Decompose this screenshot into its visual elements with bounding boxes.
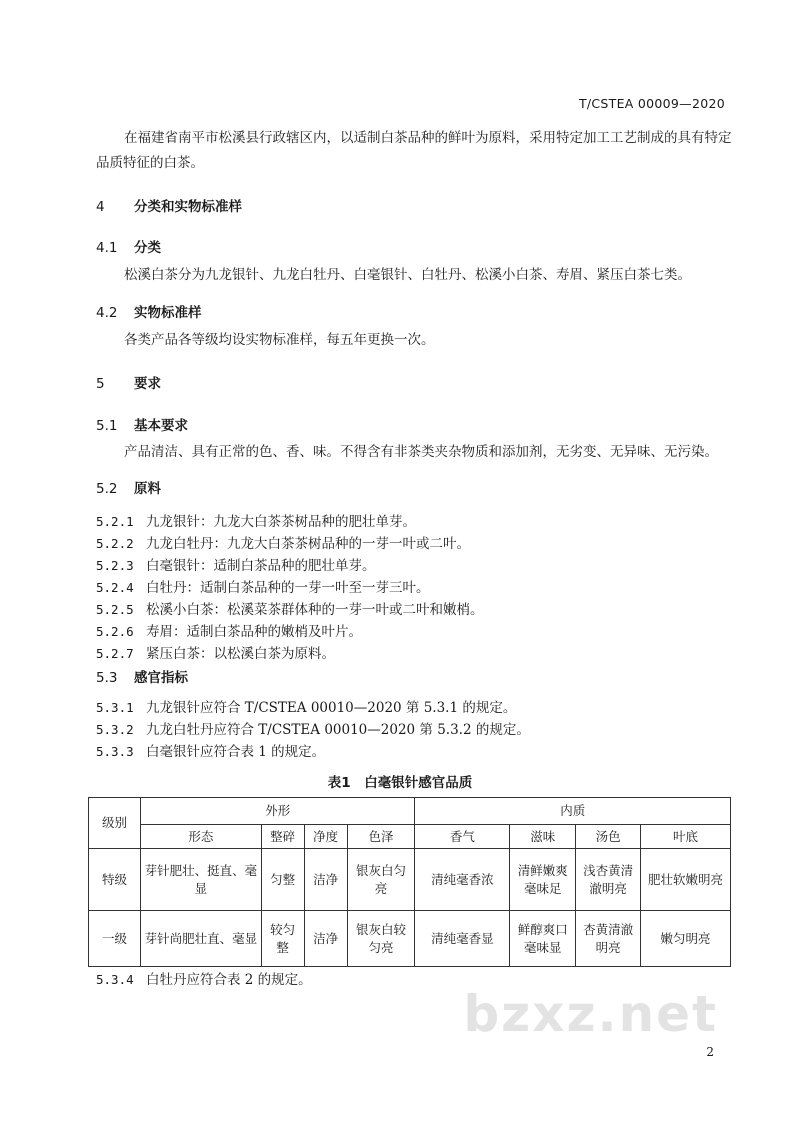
list-item-5-2-4 xyxy=(96,576,430,596)
section-5-3-heading xyxy=(96,666,188,686)
table-cell: 杏黄清澈明亮 xyxy=(576,911,641,967)
table-cell: 清鲜嫩爽毫味足 xyxy=(510,849,576,911)
item-number: 5.2.3 xyxy=(96,558,134,573)
grade-header: 级别 xyxy=(89,798,141,849)
section-5-1-text: 产品清洁、具有正常的色、香、味。不得含有非茶类夹杂物质和添加剂，无劣变、无异味、无污染。 xyxy=(124,444,718,460)
table-cell: 洁净 xyxy=(304,849,347,911)
intrinsic-group-header: 内质 xyxy=(415,798,731,825)
table-cell: 银灰白较匀亮 xyxy=(347,911,415,967)
table-cell: 浅杏黄清澈明亮 xyxy=(576,849,641,911)
list-item-5-3-2 xyxy=(96,718,530,738)
section-5-2-heading xyxy=(96,477,161,497)
table-cell: 肥壮软嫩明亮 xyxy=(641,849,731,911)
list-item-5-3-1 xyxy=(96,696,516,716)
item-text: 白牡丹：适制白茶品种的一芽一叶至一芽三叶。 xyxy=(146,580,430,596)
item-text: 紧压白茶：以松溪白茶为原料。 xyxy=(146,646,335,662)
table-cell: 芽针肥壮、挺直、毫显 xyxy=(140,849,261,911)
item-text: 白毫银针：适制白茶品种的肥壮单芽。 xyxy=(146,558,376,574)
table-cell: 匀整 xyxy=(261,849,304,911)
section-title: 分类和实物标准样 xyxy=(134,199,242,215)
table-cell: 嫩匀明亮 xyxy=(641,911,731,967)
list-item-5-2-7 xyxy=(96,642,335,662)
column-header: 形态 xyxy=(140,825,261,849)
section-title: 基本要求 xyxy=(134,418,188,434)
table-caption: 表1 白毫银针感官品质 xyxy=(327,775,473,791)
item-text: 白毫银针应符合表 1 的规定。 xyxy=(146,744,326,760)
item-number: 5.2.2 xyxy=(96,536,134,551)
item-text: 九龙银针：九龙大白茶茶树品种的肥壮单芽。 xyxy=(146,514,416,530)
grade-cell: 特级 xyxy=(89,849,141,911)
section-title: 要求 xyxy=(134,376,161,392)
list-item-5-3-4 xyxy=(96,968,312,988)
item-text: 白牡丹应符合表 2 的规定。 xyxy=(146,972,312,988)
section-4-2-text: 各类产品各等级均设实物标准样，每五年更换一次。 xyxy=(124,332,435,348)
table-cell: 鲜醇爽口毫味显 xyxy=(510,911,576,967)
section-title: 感官指标 xyxy=(134,670,188,686)
item-number: 5.3.3 xyxy=(96,744,134,759)
table-cell: 清纯毫香浓 xyxy=(415,849,510,911)
item-number: 5.2.1 xyxy=(96,514,134,529)
list-item-5-2-2 xyxy=(96,532,470,552)
list-item-5-2-1 xyxy=(96,510,416,530)
table-row xyxy=(89,911,731,967)
section-number: 5 xyxy=(96,376,105,392)
section-title: 分类 xyxy=(134,240,161,256)
list-item-5-3-3 xyxy=(96,740,325,760)
item-number: 5.2.6 xyxy=(96,624,134,639)
item-number: 5.3.1 xyxy=(96,700,134,715)
column-header: 色泽 xyxy=(347,825,415,849)
item-text: 九龙白牡丹：九龙大白茶茶树品种的一芽一叶或二叶。 xyxy=(146,536,470,552)
item-text: 松溪小白茶：松溪菜茶群体种的一芽一叶或二叶和嫩梢。 xyxy=(146,602,484,618)
section-4-2-heading xyxy=(96,301,202,321)
table-cell: 芽针尚肥壮直、毫显 xyxy=(140,911,261,967)
list-item-5-2-3 xyxy=(96,554,376,574)
section-4-1-heading xyxy=(96,236,161,256)
section-4-heading xyxy=(96,195,242,215)
list-item-5-2-5 xyxy=(96,598,484,618)
section-number: 4.2 xyxy=(96,305,118,321)
section-title: 实物标准样 xyxy=(134,305,202,321)
item-number: 5.3.2 xyxy=(96,722,134,737)
table-cell: 较匀整 xyxy=(261,911,304,967)
appearance-group-header: 外形 xyxy=(140,798,415,825)
column-header: 整碎 xyxy=(261,825,304,849)
table-cell: 清纯毫香显 xyxy=(415,911,510,967)
watermark: bzxz.net xyxy=(463,985,718,1043)
section-5-1-heading xyxy=(96,414,188,434)
section-title: 原料 xyxy=(134,481,161,497)
item-number: 5.2.5 xyxy=(96,602,134,617)
sensory-quality-table xyxy=(88,797,731,967)
standard-number-header: T/CSTEA 00009—2020 xyxy=(578,96,725,111)
table-cell: 银灰白匀亮 xyxy=(347,849,415,911)
column-header: 净度 xyxy=(304,825,347,849)
section-number: 5.3 xyxy=(96,670,118,686)
item-text: 九龙银针应符合 T/CSTEA 00010—2020 第 5.3.1 的规定。 xyxy=(146,700,517,716)
item-text: 九龙白牡丹应符合 T/CSTEA 00010—2020 第 5.3.2 的规定。 xyxy=(146,722,530,738)
page-number: 2 xyxy=(706,1045,714,1059)
section-4-1-text: 松溪白茶分为九龙银针、九龙白牡丹、白毫银针、白牡丹、松溪小白茶、寿眉、紧压白茶七类。 xyxy=(124,267,691,283)
section-number: 5.1 xyxy=(96,418,118,434)
column-header: 滋味 xyxy=(510,825,576,849)
item-text: 寿眉：适制白茶品种的嫩梢及叶片。 xyxy=(146,624,362,640)
column-header: 香气 xyxy=(415,825,510,849)
section-number: 5.2 xyxy=(96,481,118,497)
section-number: 4.1 xyxy=(96,240,118,256)
item-number: 5.3.4 xyxy=(96,972,134,987)
list-item-5-2-6 xyxy=(96,620,362,640)
definition-paragraph: 在福建省南平市松溪县行政辖区内，以适制白茶品种的鲜叶为原料，采用特定加工工艺制成的具有特定品质特征的白茶。 xyxy=(96,130,732,171)
grade-cell: 一级 xyxy=(89,911,141,967)
item-number: 5.2.4 xyxy=(96,580,134,595)
section-number: 4 xyxy=(96,199,105,215)
table-cell: 洁净 xyxy=(304,911,347,967)
table-row xyxy=(89,849,731,911)
column-header: 叶底 xyxy=(641,825,731,849)
section-5-heading xyxy=(96,372,161,392)
item-number: 5.2.7 xyxy=(96,646,134,661)
column-header: 汤色 xyxy=(576,825,641,849)
